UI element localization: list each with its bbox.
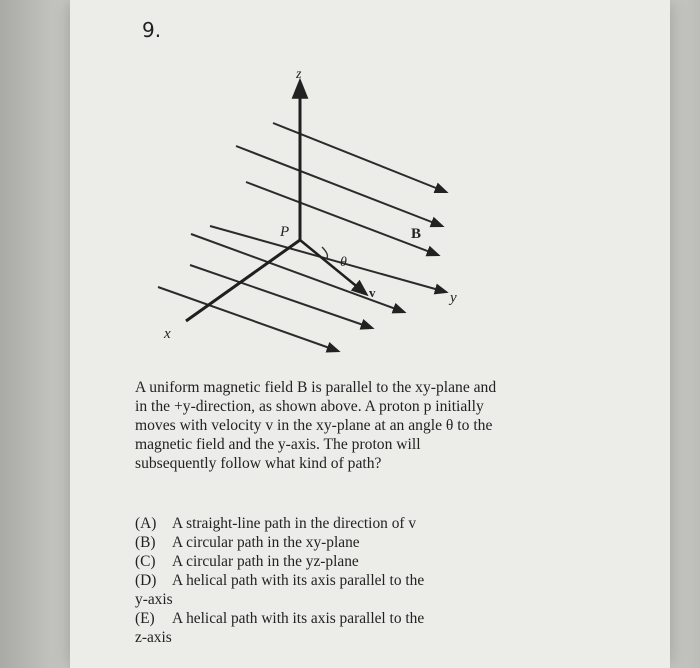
z-axis-label: z: [296, 67, 302, 82]
choice-text: A straight-line path in the direction of v: [172, 515, 417, 532]
choice-text: A circular path in the xy-plane: [172, 534, 360, 551]
choice-letter: (D): [135, 572, 157, 589]
answer-choices: [135, 514, 515, 647]
field-line: [236, 146, 442, 226]
x-axis-label: x: [164, 326, 171, 342]
choice-c: [135, 552, 515, 571]
choice-b: [135, 533, 515, 552]
choice-e-continuation: z-axis: [135, 629, 172, 646]
choice-a: [135, 514, 515, 533]
choice-text: A helical path with its axis parallel to the: [172, 572, 425, 589]
proton-label: P: [280, 224, 290, 240]
choice-e: [135, 609, 515, 628]
field-line: [190, 265, 372, 328]
velocity-label: v: [369, 285, 376, 300]
choice-d-continuation: y-axis: [135, 591, 173, 608]
problem-statement: A uniform magnetic field B is parallel to the xy-plane and in the +y-direction, as shown above. A proton p initially moves with velocity v in the xy-plane at an angle θ to the magnetic field and the y-axis. The proton will subsequently follow what kind of path?: [135, 379, 497, 472]
field-line: [158, 287, 338, 351]
choice-d: [135, 571, 515, 590]
y-axis-label: y: [450, 290, 457, 306]
field-line: [191, 234, 404, 312]
choice-letter: (A): [135, 515, 157, 532]
angle-arc: [322, 247, 327, 258]
choice-letter: (C): [135, 553, 156, 570]
choice-text: A circular path in the yz-plane: [172, 553, 359, 570]
choice-text: A helical path with its axis parallel to the: [172, 610, 425, 627]
field-label: B: [411, 226, 422, 242]
question-number: 9.: [142, 18, 162, 42]
choice-letter: (B): [135, 534, 156, 551]
choice-letter: (E): [135, 610, 155, 627]
angle-label: θ: [340, 255, 347, 270]
